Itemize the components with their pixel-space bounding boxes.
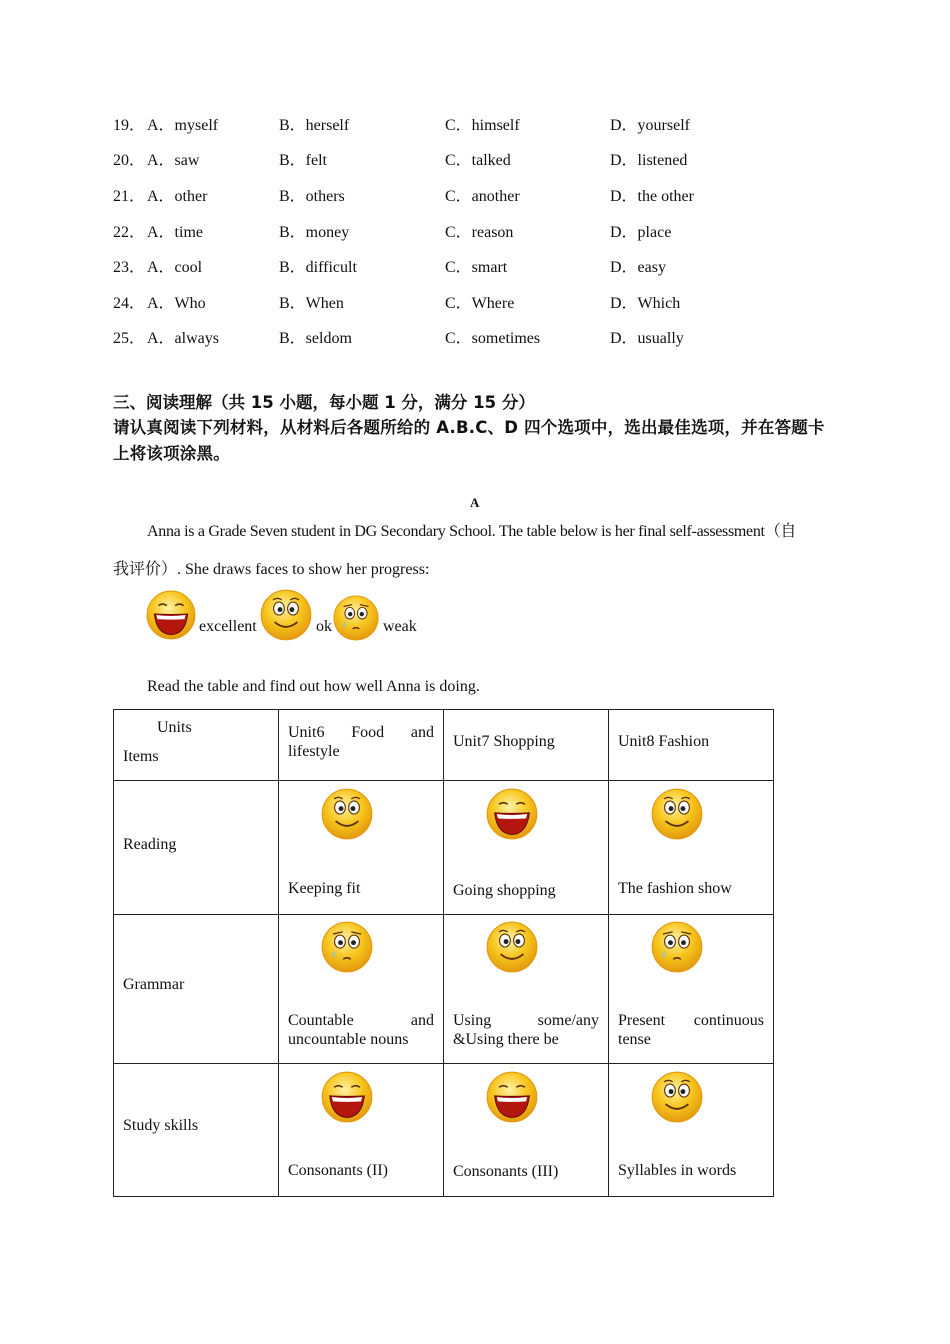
- option-a: A．cool: [147, 259, 203, 276]
- unit6-title-line2: lifestyle: [288, 743, 340, 760]
- question-number: 24．: [113, 295, 146, 312]
- question-number: 19．: [113, 117, 146, 134]
- table-row: [114, 781, 774, 915]
- table-row: [114, 1064, 774, 1197]
- option-d: D．easy: [610, 259, 666, 276]
- option-c: C．talked: [445, 152, 511, 169]
- rating-cell: [609, 915, 774, 1064]
- units-label: Units: [157, 719, 192, 736]
- smiling-face-icon: [320, 787, 374, 846]
- item-label: Study skills: [123, 1117, 199, 1134]
- option-c: C．reason: [445, 224, 514, 241]
- passage-letter: A: [470, 495, 480, 510]
- rating-cell: [444, 1064, 609, 1197]
- item-label: Grammar: [123, 976, 185, 993]
- header-unit6: [279, 710, 444, 781]
- option-a: A．time: [147, 224, 203, 241]
- topic-text-line2: uncountable nouns: [288, 1031, 409, 1048]
- laughing-face-icon: [485, 787, 539, 846]
- unit6-word: Unit6: [288, 724, 325, 741]
- option-d: D．Which: [610, 295, 681, 312]
- option-d: D．place: [610, 224, 672, 241]
- worried-face-icon: [320, 920, 374, 979]
- unit6-word: Food: [351, 724, 385, 741]
- laughing-face-icon: [145, 589, 197, 646]
- item-cell: [114, 915, 279, 1064]
- option-c: C．sometimes: [445, 330, 541, 347]
- section-instruction: 请认真阅读下列材料，从材料后各题所给的 A.B.C、D 四个选项中，选出最佳选项，并在答题卡上将该项涂黑。: [113, 418, 825, 463]
- topic-text: Consonants (III): [453, 1163, 559, 1180]
- section-title: 三、阅读理解（共 15 小题，每小题 1 分，满分 15 分）: [113, 393, 535, 412]
- option-a: A．other: [147, 188, 208, 205]
- option-c: C．himself: [445, 117, 520, 134]
- topic-text: Syllables in words: [618, 1162, 737, 1179]
- unit6-title-line1: [288, 723, 434, 742]
- option-d: D．listened: [610, 152, 688, 169]
- option-a: A．Who: [147, 295, 206, 312]
- option-a: A．saw: [147, 152, 200, 169]
- topic-text-line2: &Using there be: [453, 1031, 559, 1048]
- topic-text: Keeping fit: [288, 880, 361, 897]
- rating-cell: [279, 781, 444, 915]
- option-b: B．money: [279, 224, 350, 241]
- table-intro: Read the table and find out how well Anna is doing.: [147, 678, 480, 695]
- question-number: 21．: [113, 188, 146, 205]
- option-b: B．seldom: [279, 330, 352, 347]
- header-unit7: [444, 710, 609, 781]
- legend-label-excellent: excellent: [199, 618, 257, 635]
- topic-text: The fashion show: [618, 880, 732, 897]
- option-b: B．others: [279, 188, 345, 205]
- topic-text-line1: [618, 1011, 764, 1030]
- item-label: Reading: [123, 836, 177, 853]
- option-b: B．herself: [279, 117, 350, 134]
- option-d: D．usually: [610, 330, 684, 347]
- rating-cell: [609, 1064, 774, 1197]
- smiling-face-icon: [485, 920, 539, 979]
- option-a: A．myself: [147, 117, 219, 134]
- topic-word: Using: [453, 1012, 492, 1029]
- table-header-row: [114, 710, 774, 781]
- worried-face-icon: [650, 920, 704, 979]
- topic-text: Consonants (II): [288, 1162, 388, 1179]
- self-assessment-table: [113, 709, 774, 1197]
- unit6-word: and: [410, 724, 434, 741]
- question-number: 22．: [113, 224, 146, 241]
- rating-cell: [609, 781, 774, 915]
- passage-line-1: Anna is a Grade Seven student in DG Secondary School. The table below is her final self-assessment（自: [147, 523, 797, 540]
- unit8-title: Unit8 Fashion: [618, 733, 710, 750]
- rating-cell: [444, 781, 609, 915]
- legend-label-weak: weak: [383, 618, 417, 635]
- rating-cell: [279, 915, 444, 1064]
- laughing-face-icon: [320, 1070, 374, 1129]
- topic-word: some/any: [537, 1012, 599, 1029]
- item-cell: [114, 781, 279, 915]
- topic-text-line2: tense: [618, 1031, 651, 1048]
- option-b: B．When: [279, 295, 344, 312]
- option-c: C．another: [445, 188, 520, 205]
- smiling-face-icon: [650, 1070, 704, 1129]
- topic-text-line1: [453, 1011, 599, 1030]
- option-b: B．felt: [279, 152, 327, 169]
- table-row: [114, 915, 774, 1064]
- smiling-face-icon: [650, 787, 704, 846]
- topic-text-line1: [288, 1011, 434, 1030]
- legend-label-ok: ok: [316, 618, 332, 635]
- topic-word: continuous: [693, 1012, 764, 1029]
- question-number: 25．: [113, 330, 146, 347]
- rating-cell: [444, 915, 609, 1064]
- smiling-face-icon: [259, 588, 313, 647]
- option-c: C．smart: [445, 259, 508, 276]
- option-c: C．Where: [445, 295, 515, 312]
- header-corner-cell: [114, 710, 279, 781]
- option-d: D．yourself: [610, 117, 690, 134]
- option-b: B．difficult: [279, 259, 357, 276]
- topic-word: Countable: [288, 1012, 354, 1029]
- topic-word: and: [410, 1012, 434, 1029]
- option-d: D．the other: [610, 188, 694, 205]
- laughing-face-icon: [485, 1070, 539, 1129]
- items-label: Items: [123, 748, 159, 765]
- passage-line-2: 我评价）. She draws faces to show her progress:: [113, 561, 430, 578]
- item-cell: [114, 1064, 279, 1197]
- option-a: A．always: [147, 330, 219, 347]
- question-number: 20．: [113, 152, 146, 169]
- unit7-title: Unit7 Shopping: [453, 733, 555, 750]
- topic-word: Present: [618, 1012, 666, 1029]
- question-number: 23．: [113, 259, 146, 276]
- rating-cell: [279, 1064, 444, 1197]
- header-unit8: [609, 710, 774, 781]
- worried-face-icon: [332, 594, 380, 647]
- topic-text: Going shopping: [453, 882, 556, 899]
